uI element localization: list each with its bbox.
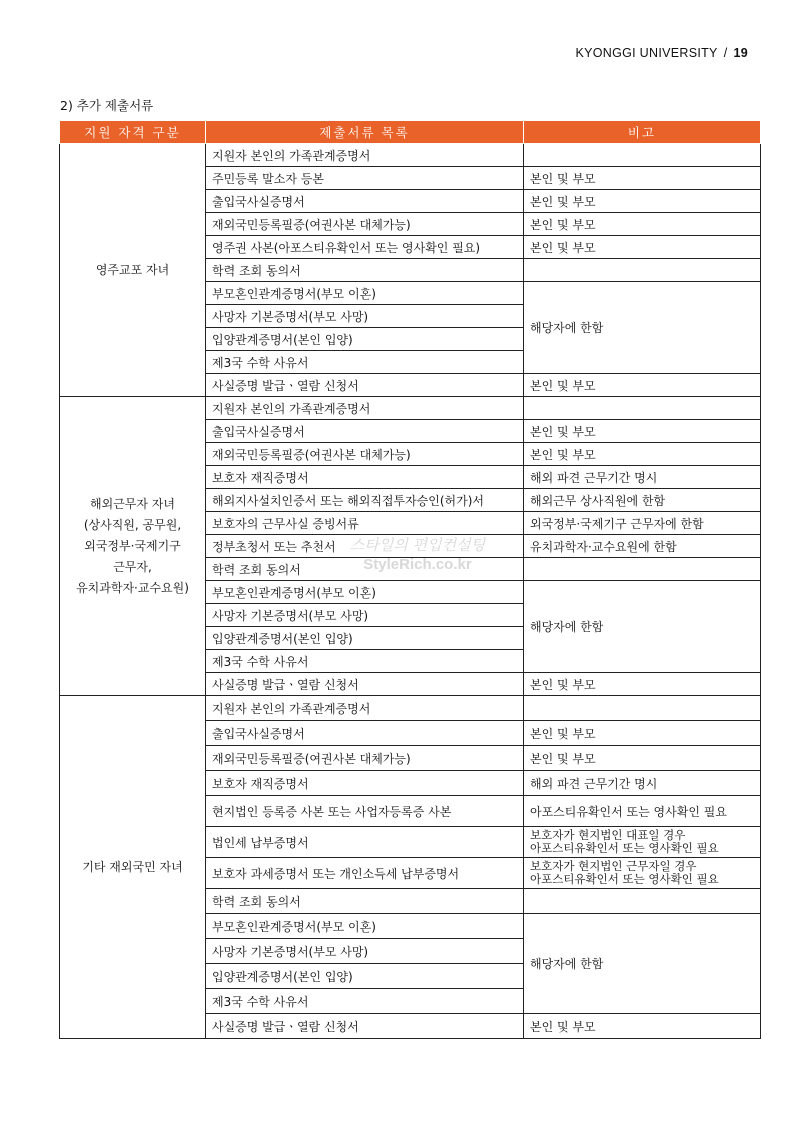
document-cell: 정부초청서 또는 추천서 — [206, 535, 524, 558]
remark-cell: 해당자에 한함 — [524, 282, 761, 374]
remark-line: 아포스티유확인서 또는 영사확인 필요 — [530, 841, 719, 855]
table-header-row — [60, 121, 761, 144]
document-cell: 현지법인 등록증 사본 또는 사업자등록증 사본 — [206, 796, 524, 827]
remark-cell: 본인 및 부모 — [524, 213, 761, 236]
remark-cell — [524, 144, 761, 167]
document-cell: 보호자의 근무사실 증빙서류 — [206, 512, 524, 535]
document-cell: 지원자 본인의 가족관계증명서 — [206, 397, 524, 420]
column-header-category: 지원 자격 구분 — [60, 121, 206, 144]
category-cell — [60, 397, 206, 696]
document-cell: 영주권 사본(아포스티유확인서 또는 영사확인 필요) — [206, 236, 524, 259]
document-cell: 지원자 본인의 가족관계증명서 — [206, 696, 524, 721]
remark-cell: 본인 및 부모 — [524, 443, 761, 466]
remark-line: 보호자가 현지법인 근무자일 경우 — [530, 859, 697, 873]
remark-cell: 외국정부·국제기구 근무자에 한함 — [524, 512, 761, 535]
remark-cell — [524, 827, 761, 858]
category-line: 외국정부·국제기구 — [84, 538, 181, 553]
remark-cell: 유치과학자·교수요원에 한함 — [524, 535, 761, 558]
table-body — [60, 144, 761, 1039]
document-cell: 제3국 수학 사유서 — [206, 650, 524, 673]
watermark-line1: 스타일의 편입컨설팅 — [349, 536, 486, 554]
document-cell: 출입국사실증명서 — [206, 721, 524, 746]
column-header-remarks: 비고 — [524, 121, 761, 144]
remark-line: 아포스티유확인서 또는 영사확인 필요 — [530, 872, 719, 886]
remark-cell: 본인 및 부모 — [524, 721, 761, 746]
document-cell: 학력 조회 동의서 — [206, 259, 524, 282]
remark-cell — [524, 558, 761, 581]
watermark-line2: StyleRich.co.kr — [363, 556, 472, 573]
document-cell: 출입국사실증명서 — [206, 420, 524, 443]
category-line: (상사직원, 공무원, — [83, 517, 182, 532]
remark-cell: 본인 및 부모 — [524, 236, 761, 259]
page-header — [575, 46, 748, 60]
remark-cell: 본인 및 부모 — [524, 746, 761, 771]
document-cell: 제3국 수학 사유서 — [206, 989, 524, 1014]
remark-cell: 본인 및 부모 — [524, 167, 761, 190]
document-cell: 제3국 수학 사유서 — [206, 351, 524, 374]
category-line: 기타 재외국민 자녀 — [82, 859, 183, 874]
document-cell: 재외국민등록필증(여권사본 대체가능) — [206, 213, 524, 236]
university-name: KYONGGI UNIVERSITY — [575, 46, 718, 60]
page-number: 19 — [733, 46, 748, 60]
required-documents-table — [59, 120, 761, 1039]
document-cell: 사망자 기본증명서(부모 사망) — [206, 939, 524, 964]
document-cell: 재외국민등록필증(여권사본 대체가능) — [206, 443, 524, 466]
remark-cell: 해당자에 한함 — [524, 914, 761, 1014]
document-cell: 출입국사실증명서 — [206, 190, 524, 213]
remark-cell — [524, 259, 761, 282]
column-header-documents: 제출서류 목록 — [206, 121, 524, 144]
category-line: 해외근무자 자녀 — [90, 496, 175, 511]
remark-cell: 아포스티유확인서 또는 영사확인 필요 — [524, 796, 761, 827]
document-cell: 입양관계증명서(본인 입양) — [206, 328, 524, 351]
document-cell: 해외지사설치인증서 또는 해외직접투자승인(허가)서 — [206, 489, 524, 512]
document-cell: 부모혼인관계증명서(부모 이혼) — [206, 282, 524, 305]
table-row — [60, 144, 761, 167]
document-cell: 부모혼인관계증명서(부모 이혼) — [206, 914, 524, 939]
category-line: 영주교포 자녀 — [95, 262, 170, 277]
remark-cell — [524, 889, 761, 914]
document-cell: 보호자 과세증명서 또는 개인소득세 납부증명서 — [206, 858, 524, 889]
document-cell: 법인세 납부증명서 — [206, 827, 524, 858]
document-cell: 사망자 기본증명서(부모 사망) — [206, 604, 524, 627]
document-cell: 사실증명 발급ㆍ열람 신청서 — [206, 673, 524, 696]
document-cell: 입양관계증명서(본인 입양) — [206, 627, 524, 650]
document-cell: 보호자 재직증명서 — [206, 466, 524, 489]
remark-cell: 해당자에 한함 — [524, 581, 761, 673]
document-cell: 학력 조회 동의서 — [206, 889, 524, 914]
remark-cell: 본인 및 부모 — [524, 374, 761, 397]
remark-cell: 해외 파견 근무기간 명시 — [524, 466, 761, 489]
category-line: 유치과학자·교수요원) — [76, 580, 189, 595]
remark-cell — [524, 397, 761, 420]
remark-cell — [524, 858, 761, 889]
document-cell: 사실증명 발급ㆍ열람 신청서 — [206, 1014, 524, 1039]
remark-cell: 본인 및 부모 — [524, 1014, 761, 1039]
document-cell: 주민등록 말소자 등본 — [206, 167, 524, 190]
remark-cell: 해외 파견 근무기간 명시 — [524, 771, 761, 796]
remark-cell: 해외근무 상사직원에 한함 — [524, 489, 761, 512]
document-cell: 사실증명 발급ㆍ열람 신청서 — [206, 374, 524, 397]
remark-cell: 본인 및 부모 — [524, 673, 761, 696]
category-line: 근무자, — [113, 559, 152, 574]
document-cell: 사망자 기본증명서(부모 사망) — [206, 305, 524, 328]
document-cell: 입양관계증명서(본인 입양) — [206, 964, 524, 989]
header-separator: / — [723, 46, 728, 60]
section-title: 2) 추가 제출서류 — [60, 98, 154, 113]
table-row — [60, 397, 761, 420]
document-cell: 학력 조회 동의서 — [206, 558, 524, 581]
remark-cell: 본인 및 부모 — [524, 420, 761, 443]
category-cell — [60, 696, 206, 1039]
category-cell — [60, 144, 206, 397]
document-cell: 지원자 본인의 가족관계증명서 — [206, 144, 524, 167]
remark-line: 보호자가 현지법인 대표일 경우 — [530, 828, 686, 842]
document-cell: 보호자 재직증명서 — [206, 771, 524, 796]
remark-cell: 본인 및 부모 — [524, 190, 761, 213]
document-cell: 부모혼인관계증명서(부모 이혼) — [206, 581, 524, 604]
document-cell: 재외국민등록필증(여권사본 대체가능) — [206, 746, 524, 771]
remark-cell — [524, 696, 761, 721]
table-row — [60, 696, 761, 721]
